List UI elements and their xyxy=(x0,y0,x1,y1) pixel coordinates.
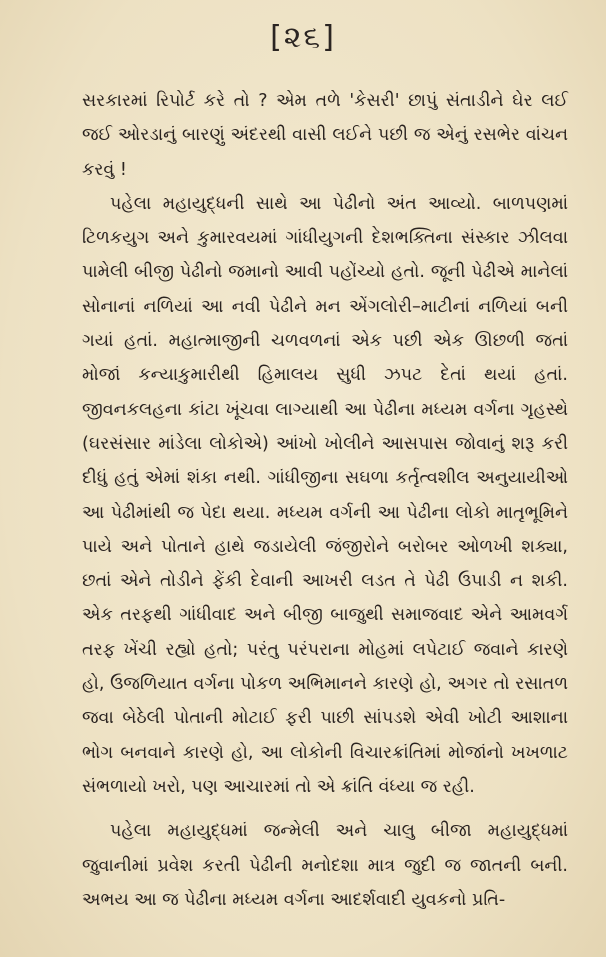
page-number: [૨૬] xyxy=(270,20,336,55)
paragraph-3: પહેલા મહાયુદ્ધમાં જન્મેલી અને ચાલુ બીજા મહાયુદ્ધમાં જુવાનીમાં પ્રવેશ કરતી પેઢીની મનોદશા માત્ર જુદી જ જાતની બની. અભય આ જ પેઢીના મધ્યમ વર્ગના આદર્શવાદી યુવકનો પ્રતિ- xyxy=(82,821,568,910)
paragraph-2: પહેલા મહાયુદ્ધની સાથે આ પેઢીનો અંત આવ્યો. બાળપણમાં ટિળકયુગ અને કુમારવયમાં ગાંધીયુગની દેશભક્તિના સંસ્કાર ઝીલવા પામેલી બીજી પેઢીનો જમાનો આવી પહોંચ્યો હતો. જૂની પેઢીએ માનેલાં સોનાનાં નળિયાં આ નવી પેઢીને મન એંગલોરી–માટીનાં નળિયાં બની ગયાં હતાં. મહાત્માજીની ચળવળનાં એક પછી એક ઊછળી જતાં મોજાં કન્યાકુમારીથી હિમાલય સુધી ઝપટ દેતાં થયાં હતાં. જીવનકલહના કાંટા ખૂંચવા લાગ્યાથી આ પેઢીના મધ્યમ વર્ગના ગૃહસ્થે (ઘરસંસાર માંડેલા લોકોએ) આંખો ખોલીને આસપાસ જોવાનું શરૂ કરી દીધું હતું એમાં શંકા નથી. ગાંધીજીના સઘળા કર્તૃત્વશીલ અનુયાયીઓ આ પેઢીમાંથી જ પેદા થયા. મધ્યમ વર્ગની આ પેઢીના લોકો માતૃભૂમિને પાયે અને પોતાને હાથે જડાયેલી જંજીરોને બરોબર ઓળખી શક્યા, છતાં એને તોડીને ફેંકી દેવાની આખરી લડત તે પેઢી ઉપાડી ન શકી. એક તરફથી ગાંધીવાદ અને બીજી બાજુથી સમાજવાદ એને આમવર્ગ તરફ ખેંચી રહ્યો હતો; પરંતુ પરંપરાના મોહમાં લપેટાઈ જવાને કારણે હો, ઉજળિયાત વર્ગના પોકળ અભિમાનને કારણે હો, અગર તો રસાતળ જવા બેઠેલી પોતાની મોટાઈ ફરી પાછી સાંપડશે એવી ખોટી આશાના ભોગ બનવાને કારણે હો, આ લોકોની વિચારક્રાંતિમાં મોજાંનો ખખળાટ સંભળાયો ખરો, પણ આચારમાં તો એ ક્રાંતિ વંધ્યા જ રહી. xyxy=(82,193,568,797)
paragraph-1: સરકારમાં રિપોર્ટ કરે તો ? એમ તળે 'કેસરી' છાપું સંતાડીને ઘેર લઈ જઈ ઓરડાનું બારણું અંદરથી વાસી લઈને પછી જ એનું રસભેર વાંચન કરવું ! xyxy=(82,91,568,180)
body-text xyxy=(82,84,568,917)
